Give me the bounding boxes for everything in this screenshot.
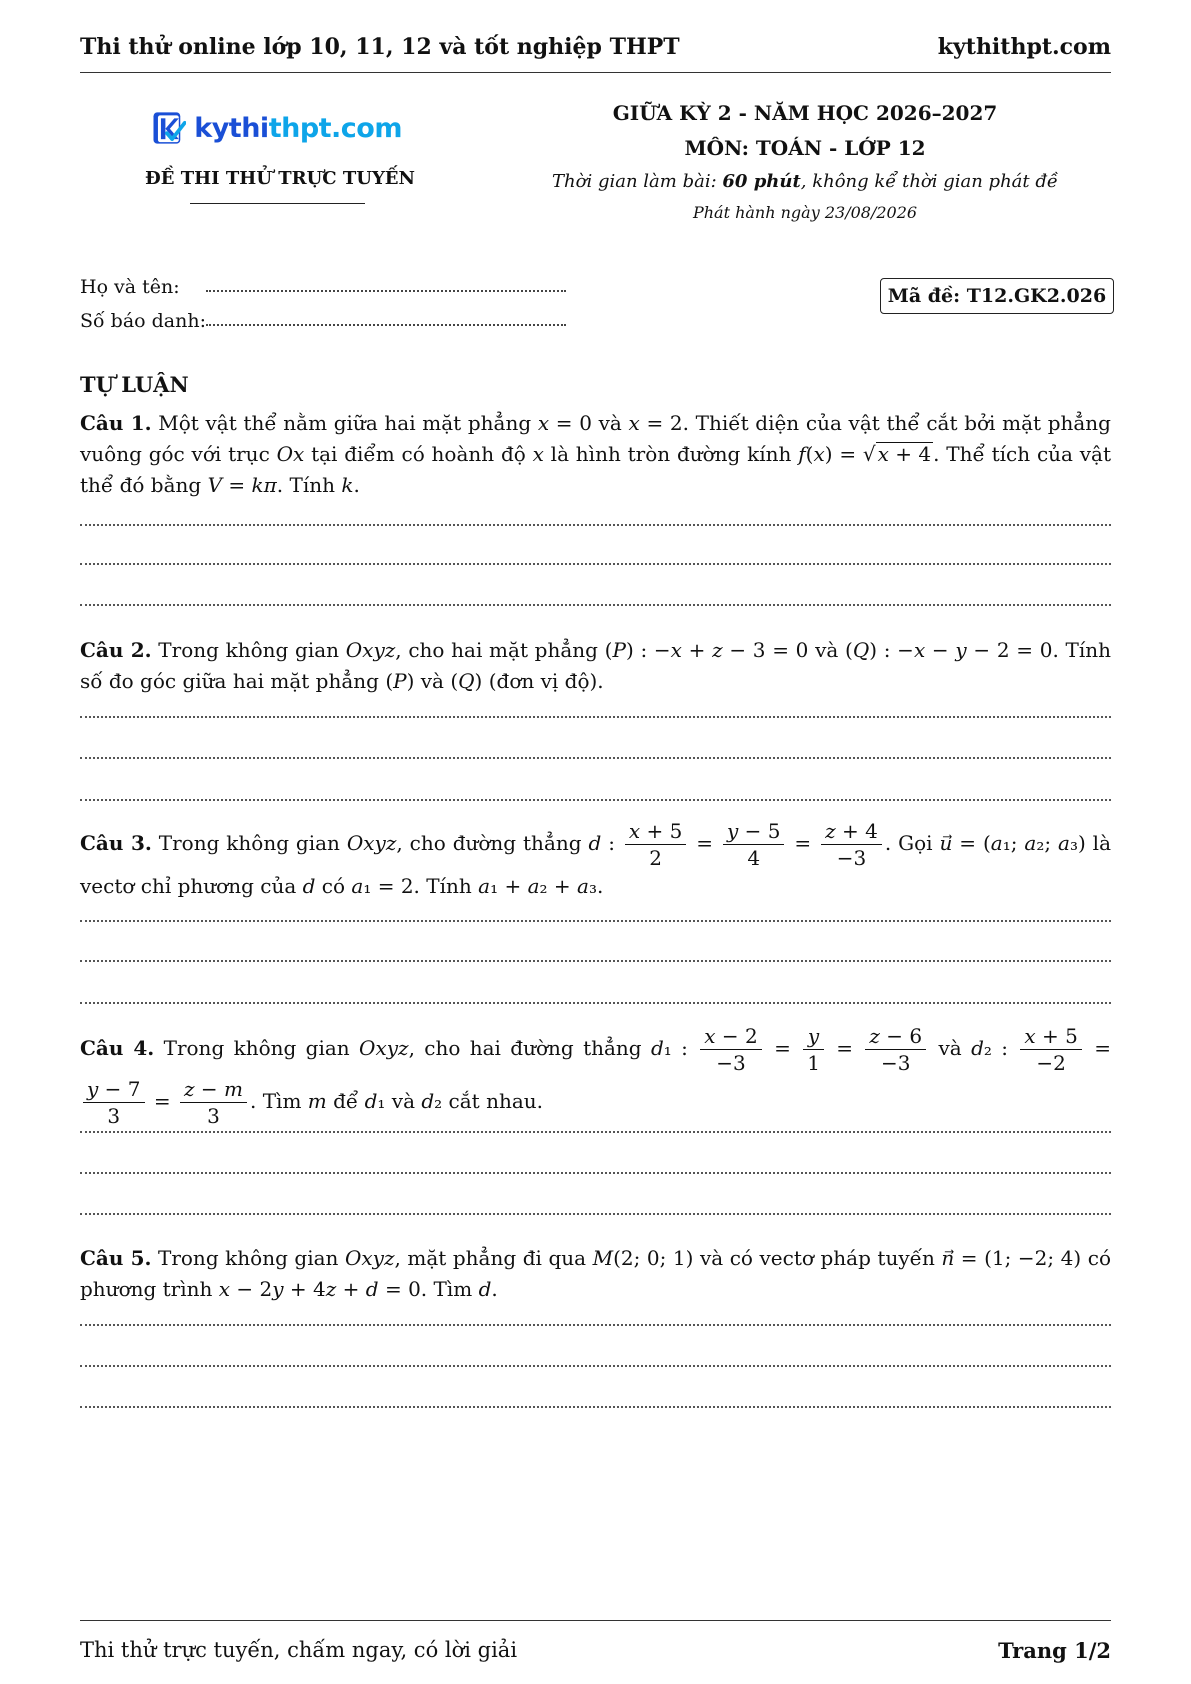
answer-line[interactable]	[80, 1324, 1111, 1326]
name-field[interactable]	[206, 290, 566, 292]
question-number: Câu 1.	[80, 411, 152, 435]
exam-heading	[540, 96, 1070, 228]
answer-line[interactable]	[80, 757, 1111, 759]
question-number: Câu 3.	[80, 831, 152, 855]
section-title: TỰ LUẬN	[80, 372, 189, 397]
footer-rule	[80, 1620, 1111, 1621]
question-1: Câu 1. Một vật thể nằm giữa hai mặt phẳng x = 0 và x = 2. Thiết diện của vật thể cắt bởi mặt phẳng vuông góc với trục Ox tại điểm có hoành độ x là hình tròn đường kính f(x) = √ x + 4 . Thể tích của vật thể đó bằng V = kπ. Tính k.	[80, 411, 1112, 497]
logo-text: kythithpt.com	[194, 112, 402, 144]
answer-line[interactable]	[80, 1131, 1111, 1133]
question-3: Câu 3. Trong không gian Oxyz, cho đường thẳng d : $\frac{x + 5}{2}$ = $\frac{y - 5}{4}$ = $\frac{z + 4}{-3}$ . Gọi u⃗ = (a₁; a₂; a₃) là vectơ chỉ phương của d có a₁ = 2. Tính a₁ + a₂ + a₃.	[80, 819, 1111, 898]
answer-line[interactable]	[80, 1002, 1111, 1004]
exam-issue-date: Phát hành ngày 23/08/2026	[692, 203, 918, 222]
student-info	[80, 264, 566, 332]
answer-line[interactable]	[80, 1406, 1111, 1408]
page-number: Trang 1/2	[998, 1637, 1111, 1663]
question-number: Câu 5.	[80, 1246, 152, 1270]
exam-duration: Thời gian làm bài: 60 phút, không kể thời gian phát đề	[552, 171, 1058, 192]
name-label: Họ và tên:	[80, 276, 180, 298]
logo-k-check-icon	[152, 103, 186, 153]
header-right: kythithpt.com	[937, 34, 1111, 60]
id-label: Số báo danh:	[80, 310, 207, 332]
exam-subtitle: ĐỀ THI THỬ TRỰC TUYẾN	[145, 168, 415, 189]
answer-line[interactable]	[80, 716, 1111, 718]
header-left: Thi thử online lớp 10, 11, 12 và tốt nghiệp THPT	[80, 34, 680, 60]
logo	[152, 100, 402, 156]
id-field[interactable]	[206, 324, 566, 326]
subtitle-underline	[190, 203, 365, 204]
page-footer	[80, 1630, 1111, 1670]
answer-line[interactable]	[80, 920, 1111, 922]
answer-line[interactable]	[80, 799, 1111, 801]
question-number: Câu 2.	[80, 638, 152, 662]
answer-line[interactable]	[80, 1172, 1111, 1174]
footer-left: Thi thử trực tuyến, chấm ngay, có lời giải	[80, 1638, 518, 1662]
answer-line[interactable]	[80, 1213, 1111, 1215]
answer-line[interactable]	[80, 960, 1111, 962]
exam-subject: MÔN: TOÁN - LỚP 12	[684, 136, 926, 160]
exam-title: GIỮA KỲ 2 - NĂM HỌC 2026–2027	[612, 101, 998, 125]
question-number: Câu 4.	[80, 1036, 155, 1060]
question-4: Câu 4. Trong không gian Oxyz, cho hai đường thẳng d₁ : $\frac{x - 2}{-3}$ = $\frac{y}{1}$ = $\frac{z - 6}{-3}$ và d₂ : $\frac{x + 5}{-2}$ = $\frac{y - 7}{3}$ = $\frac{z - m}{3}$ . Tìm m để d₁ và d₂ cắt nhau.	[80, 1024, 1111, 1128]
exam-code-box: Mã đề: T12.GK2.026	[880, 278, 1114, 314]
question-5: Câu 5. Trong không gian Oxyz, mặt phẳng đi qua M(2; 0; 1) và có vectơ pháp tuyến n⃗ = (1; −2; 4) có phương trình x − 2y + 4z + d = 0. Tìm d.	[80, 1246, 1111, 1301]
answer-line[interactable]	[80, 563, 1111, 565]
answer-line[interactable]	[80, 524, 1111, 526]
question-2: Câu 2. Trong không gian Oxyz, cho hai mặt phẳng (P) : −x + z − 3 = 0 và (Q) : −x − y − 2 = 0. Tính số đo góc giữa hai mặt phẳng (P) và (Q) (đơn vị độ).	[80, 638, 1111, 693]
page-header	[80, 22, 1111, 73]
answer-line[interactable]	[80, 604, 1111, 606]
answer-line[interactable]	[80, 1365, 1111, 1367]
